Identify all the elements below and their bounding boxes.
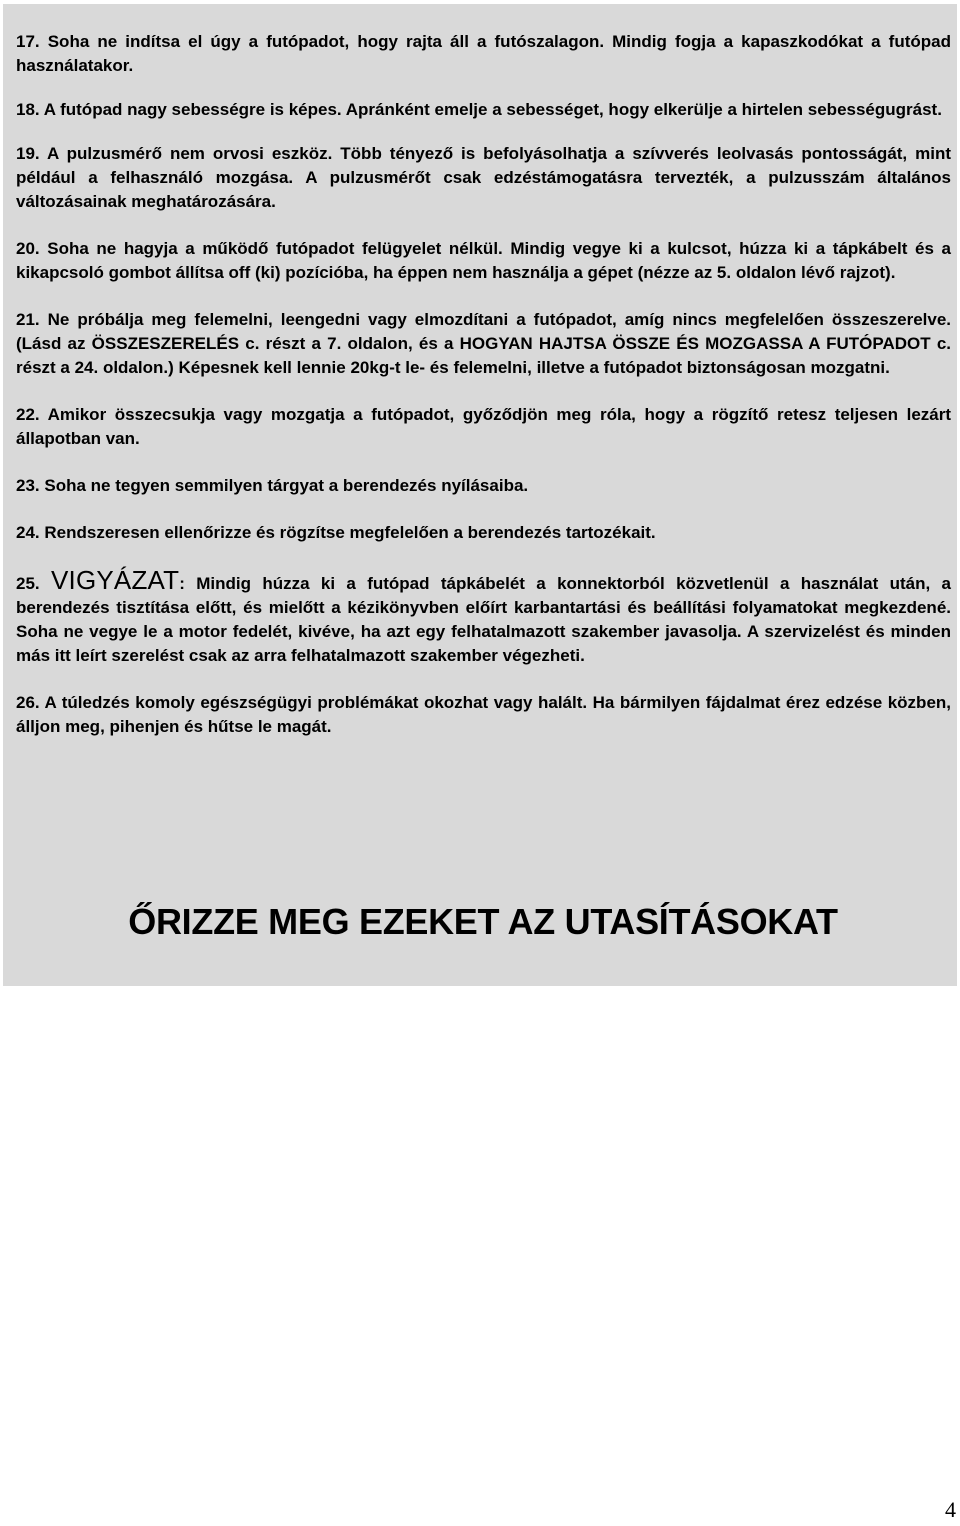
item-number: 20.: [16, 239, 40, 258]
item-text: Rendszeresen ellenőrizze és rögzítse megfelelően a berendezés tartozékait.: [44, 523, 656, 542]
item-number: 23.: [16, 476, 40, 495]
instruction-22: [16, 403, 951, 451]
item-text: Soha ne hagyja a működő futópadot felügyelet nélkül. Mindig vegye ki a kulcsot, húzza ki a tápkábelt és a kikapcsoló gombot állítsa off (ki) pozícióba, ha éppen nem használja a gépet (nézze az 5. oldalon lévő rajzot).: [16, 239, 951, 282]
item-number: 22.: [16, 405, 40, 424]
item-text: A túledzés komoly egészségügyi problémákat okozhat vagy halált. Ha bármilyen fájdalmat érez edzése közben, álljon meg, pihenjen és hűtse le magát.: [16, 693, 952, 736]
item-number: 21.: [16, 310, 40, 329]
item-number: 19.: [16, 144, 40, 163]
instruction-26: [16, 691, 951, 739]
item-text: Soha ne tegyen semmilyen tárgyat a berendezés nyílásaiba.: [44, 476, 529, 495]
instructions-panel: [3, 4, 957, 986]
instruction-24: [16, 521, 951, 545]
instruction-21: [16, 308, 951, 380]
instruction-17: [16, 30, 951, 78]
instruction-25: [16, 565, 951, 668]
instruction-19: [16, 142, 951, 214]
item-number: 18.: [16, 100, 40, 119]
instruction-23: [16, 474, 951, 498]
item-number: 24.: [16, 523, 40, 542]
instruction-18: [16, 98, 951, 122]
item-text: Mindig húzza ki a futópad tápkábelét a konnektorból közvetlenül a használat után, a berendezés tisztítása előtt, és mielőtt a kézikönyvben előírt karbantartási és beállítási folyamatokat megkezdené. Soha ne vegye le a motor fedelét, kivéve, ha azt egy felhatalmazott szakember javasolja. A szervizelést és minden más itt leírt szerelést csak az arra felhatalmazott szakember végezheti.: [16, 574, 951, 665]
instruction-20: [16, 237, 951, 285]
item-number: 26.: [16, 693, 40, 712]
warning-label: VIGYÁZAT: [50, 565, 180, 595]
page-number: 4: [945, 1497, 956, 1522]
item-text: Soha ne indítsa el úgy a futópadot, hogy rajta áll a futószalagon. Mindig fogja a kapaszkodókat a futópad használatakor.: [16, 32, 951, 75]
safety-instructions-list: [16, 30, 951, 762]
item-text: Amikor összecsukja vagy mozgatja a futópadot, győződjön meg róla, hogy a rögzítő retesz teljesen lezárt állapotban van.: [16, 405, 952, 448]
item-text: Ne próbálja meg felemelni, leengedni vagy elmozdítani a futópadot, amíg nincs megfelelően összeszerelve. (Lásd az ÖSSZESZERELÉS c. részt a 7. oldalon, és a HOGYAN HAJTSA ÖSSZE ÉS MOZGASSA A FUTÓPADOT c. részt a 24. oldalon.) Képesnek kell lennie 20kg-t le- és felemelni, illetve a futópadot biztonságosan mozgatni.: [16, 310, 951, 377]
item-text: A pulzusmérő nem orvosi eszköz. Több tényező is befolyásolhatja a szívverés leolvasás pontosságát, mint például a felhasználó mozgása. A pulzusmérőt csak edzéstámogatásra tervezték, a pulzusszám általános változásainak meghatározására.: [16, 144, 952, 211]
item-number: 25.: [16, 574, 40, 593]
item-number: 17.: [16, 32, 40, 51]
warning-colon: :: [179, 574, 185, 593]
item-text: A futópad nagy sebességre is képes. Apránként emelje a sebességet, hogy elkerülje a hirtelen sebességugrást.: [43, 100, 942, 119]
closing-heading: ŐRIZZE MEG EZEKET AZ UTASÍTÁSOKAT: [128, 901, 838, 942]
